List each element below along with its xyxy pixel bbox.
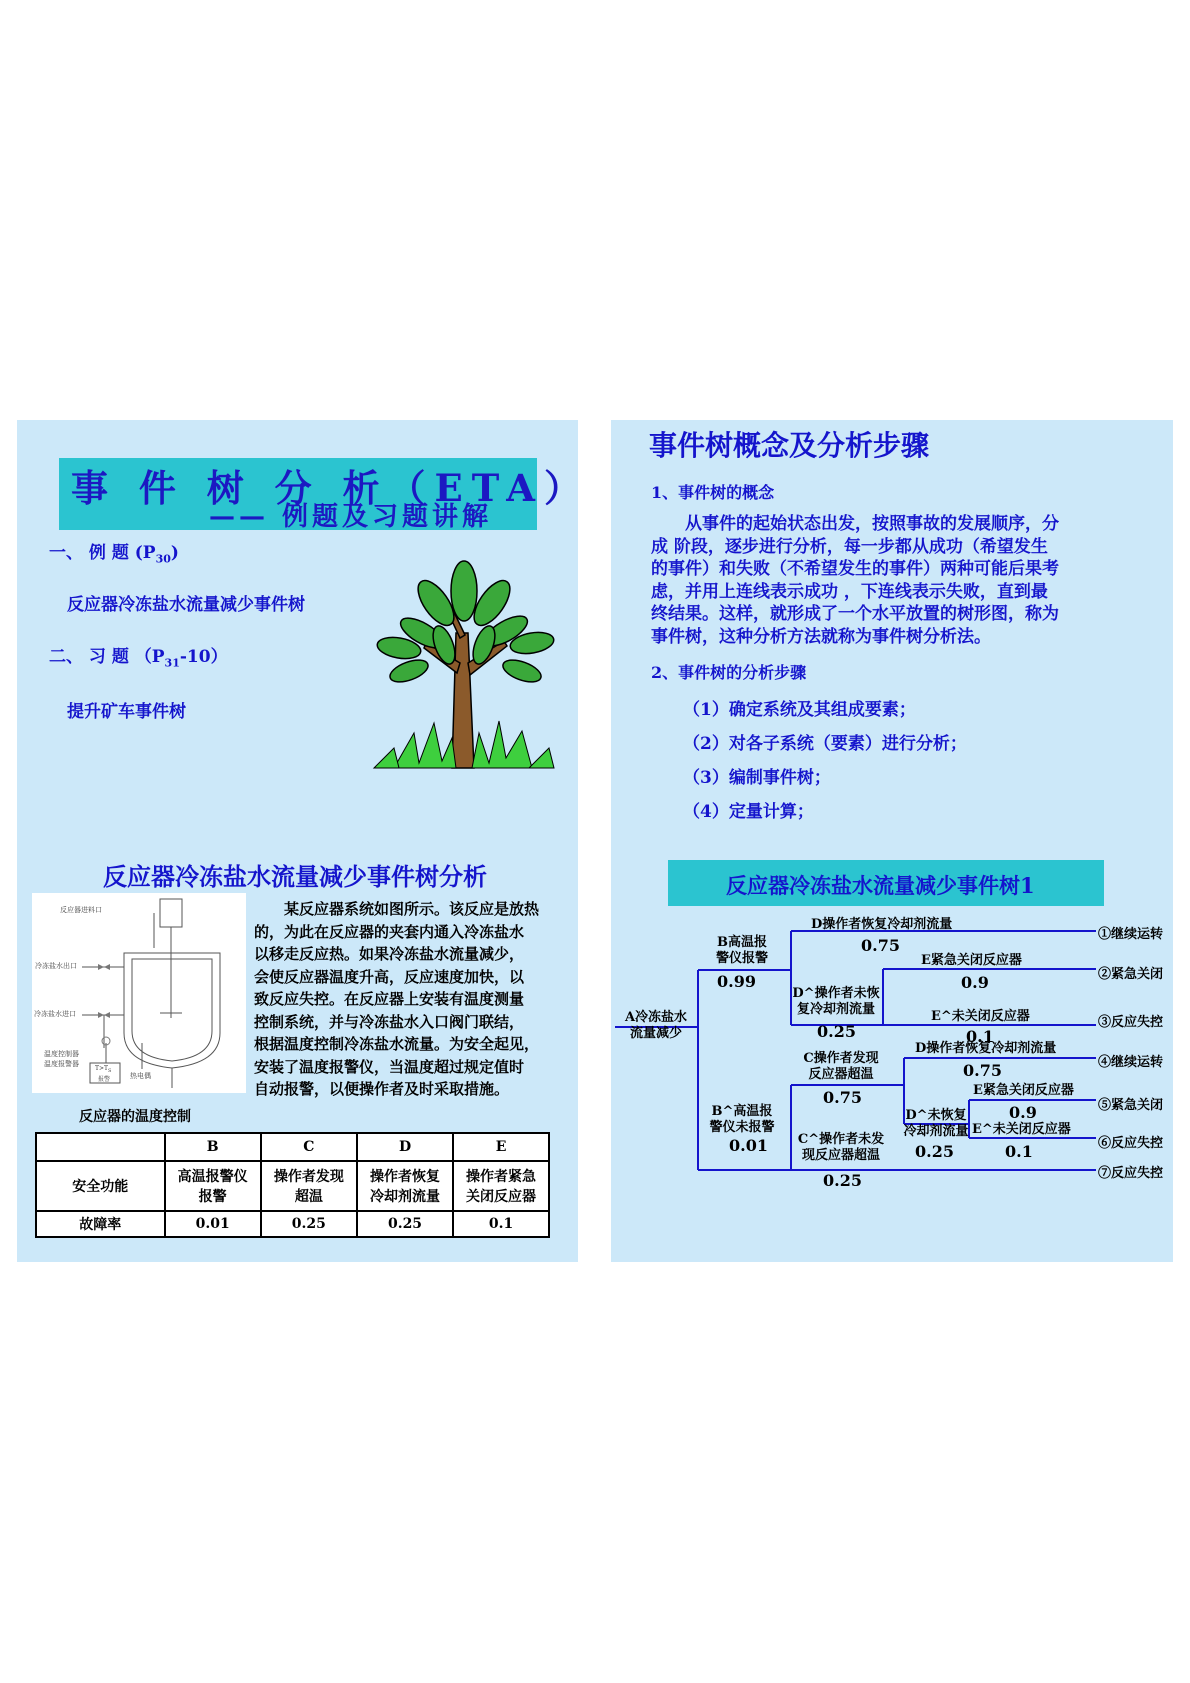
step-1: （1）确定系统及其组成要素；: [683, 700, 916, 720]
label-thermocouple: 热电偶: [130, 1072, 151, 1080]
prob-e1-success: 0.9: [961, 973, 989, 992]
example-heading: 一、 例 题 $(P_{30})$: [49, 543, 179, 566]
outcome-4: ④继续运转: [1098, 1055, 1164, 1070]
node-d1-success: D操作者恢复冷却剂流量: [811, 917, 953, 932]
prob-d1-success: 0.75: [861, 936, 900, 955]
event-tree-title: 反应器冷冻盐水流量减少事件树1: [726, 873, 1035, 898]
node-a: A冷冻盐水 流量减少: [624, 1010, 688, 1041]
table-row-function: 安全功能 高温报警仪 报警 操作者发现 超温 操作者恢复 冷却剂流量 操作者紧急 关闭反应器: [36, 1161, 549, 1211]
slide-eta-concept: [611, 420, 1173, 1262]
prob-e2-fail: 0.1: [1005, 1142, 1033, 1161]
concept-heading: 事件树概念及分析步骤: [649, 429, 930, 462]
prob-b-success: 0.99: [717, 972, 756, 991]
table-header-row: B C D E: [36, 1133, 549, 1161]
node-b-success: B高温报 警仪报警: [715, 935, 768, 966]
outcome-3: ③反应失控: [1098, 1015, 1164, 1030]
slide-eta-intro: [17, 420, 590, 1262]
table-row-rate: 故障率 0.01 0.25 0.25 0.1: [36, 1211, 549, 1237]
prob-d1-fail: 0.25: [817, 1022, 856, 1041]
label-brine-inlet: 冷冻盐水进口: [34, 1010, 76, 1018]
node-d2-fail: D^未恢复 冷却剂流量: [903, 1108, 969, 1139]
diagram-caption: 反应器的温度控制: [79, 1109, 191, 1125]
prob-d2-success: 0.75: [963, 1061, 1002, 1080]
prob-e1-fail: 0.1: [966, 1027, 994, 1046]
label-temp-controller: 温度控制器: [44, 1050, 79, 1058]
prob-c-fail: 0.25: [823, 1171, 862, 1190]
description-text: 某反应器系统如图所示。该反应是放热 的，为此在反应器的夹套内通入冷冻盐水 以移走反应热。如果冷冻盐水流量减少， 会使反应器温度升高，反应速度加快，以 致反应失控。在反应器上安装有温度测量 控制系统，并与冷冻盐水入口阀门联结， 根据温度控制冷冻盐水流量。为安全起见， 安装了温度报警仪，当温度超过规定值时 自动报警，以便操作者及时采取措施。: [254, 900, 540, 1098]
node-e1-fail: E^未关闭反应器: [931, 1009, 1030, 1024]
tree-illustration: [364, 553, 564, 773]
node-e2-success: E紧急关闭反应器: [973, 1083, 1074, 1098]
main-title: 事 件 树 分 析（ETA）: [71, 466, 590, 510]
node-d2-success: D操作者恢复冷却剂流量: [915, 1041, 1057, 1056]
analysis-title: 反应器冷冻盐水流量减少事件树分析: [103, 862, 487, 891]
exercise-heading: 二、 习 题 $(P_{31}-10)$: [49, 647, 228, 670]
failure-rate-table: [35, 1132, 550, 1238]
event-tree: [611, 918, 1173, 1258]
outcome-1: ①继续运转: [1098, 927, 1164, 942]
step-2: （2）对各子系统（要素）进行分析；: [683, 734, 967, 754]
example-item: 反应器冷冻盐水流量减少事件树: [67, 595, 305, 615]
node-c-success: C操作者发现 反应器超温: [803, 1051, 879, 1082]
outcome-2: ②紧急关闭: [1098, 967, 1164, 982]
label-brine-outlet: 冷冻盐水出口: [35, 962, 77, 970]
concept-section-2: 2、事件树的分析步骤: [651, 663, 807, 682]
sub-title: —— 例题及习题讲解: [209, 502, 493, 532]
title-banner: [59, 458, 590, 532]
concept-paragraph: 从事件的起始状态出发，按照事故的发展顺序，分 成 阶段，逐步进行分析，每一步都从成功（希望发生 的事件）和失败（不希望发生的事件）两种可能后果考 虑，并用上连线表示成功 ，下连线表示失败，直到最 终结果。这样，就形成了一个水平放置的树形图，称为 事件树，这种分析方法就称为事件树分析法。: [651, 514, 1059, 647]
reactor-diagram: [32, 893, 246, 1093]
label-temp-alarm: 温度报警器: [44, 1060, 79, 1068]
label-alarm-box: $T>T_S$: [95, 1065, 112, 1075]
node-d1-fail: D^操作者未恢 复冷却剂流量: [792, 986, 880, 1017]
node-c-fail: C^操作者未发 现反应器超温: [797, 1132, 885, 1163]
prob-b-fail: 0.01: [729, 1136, 768, 1155]
event-tree-title-box: [668, 860, 1104, 906]
step-3: （3）编制事件树；: [683, 768, 831, 788]
label-reactor-inlet: 反应器进料口: [60, 906, 102, 914]
outcome-6: ⑥反应失控: [1098, 1136, 1164, 1151]
prob-c-success: 0.75: [823, 1088, 862, 1107]
node-e2-fail: E^未关闭反应器: [972, 1122, 1071, 1137]
prob-d2-fail: 0.25: [915, 1142, 954, 1161]
label-alarm-box-2: 报警: [98, 1076, 111, 1083]
concept-section-1: 1、事件树的概念: [651, 483, 775, 502]
prob-e2-success: 0.9: [1009, 1103, 1037, 1122]
node-b-fail: B^高温报 警仪未报警: [709, 1104, 775, 1135]
outcome-5: ⑤紧急关闭: [1098, 1098, 1164, 1113]
exercise-item: 提升矿车事件树: [67, 702, 186, 722]
node-e1-success: E紧急关闭反应器: [921, 953, 1022, 968]
outcome-7: ⑦反应失控: [1098, 1166, 1164, 1181]
step-4: （4）定量计算；: [683, 802, 814, 822]
